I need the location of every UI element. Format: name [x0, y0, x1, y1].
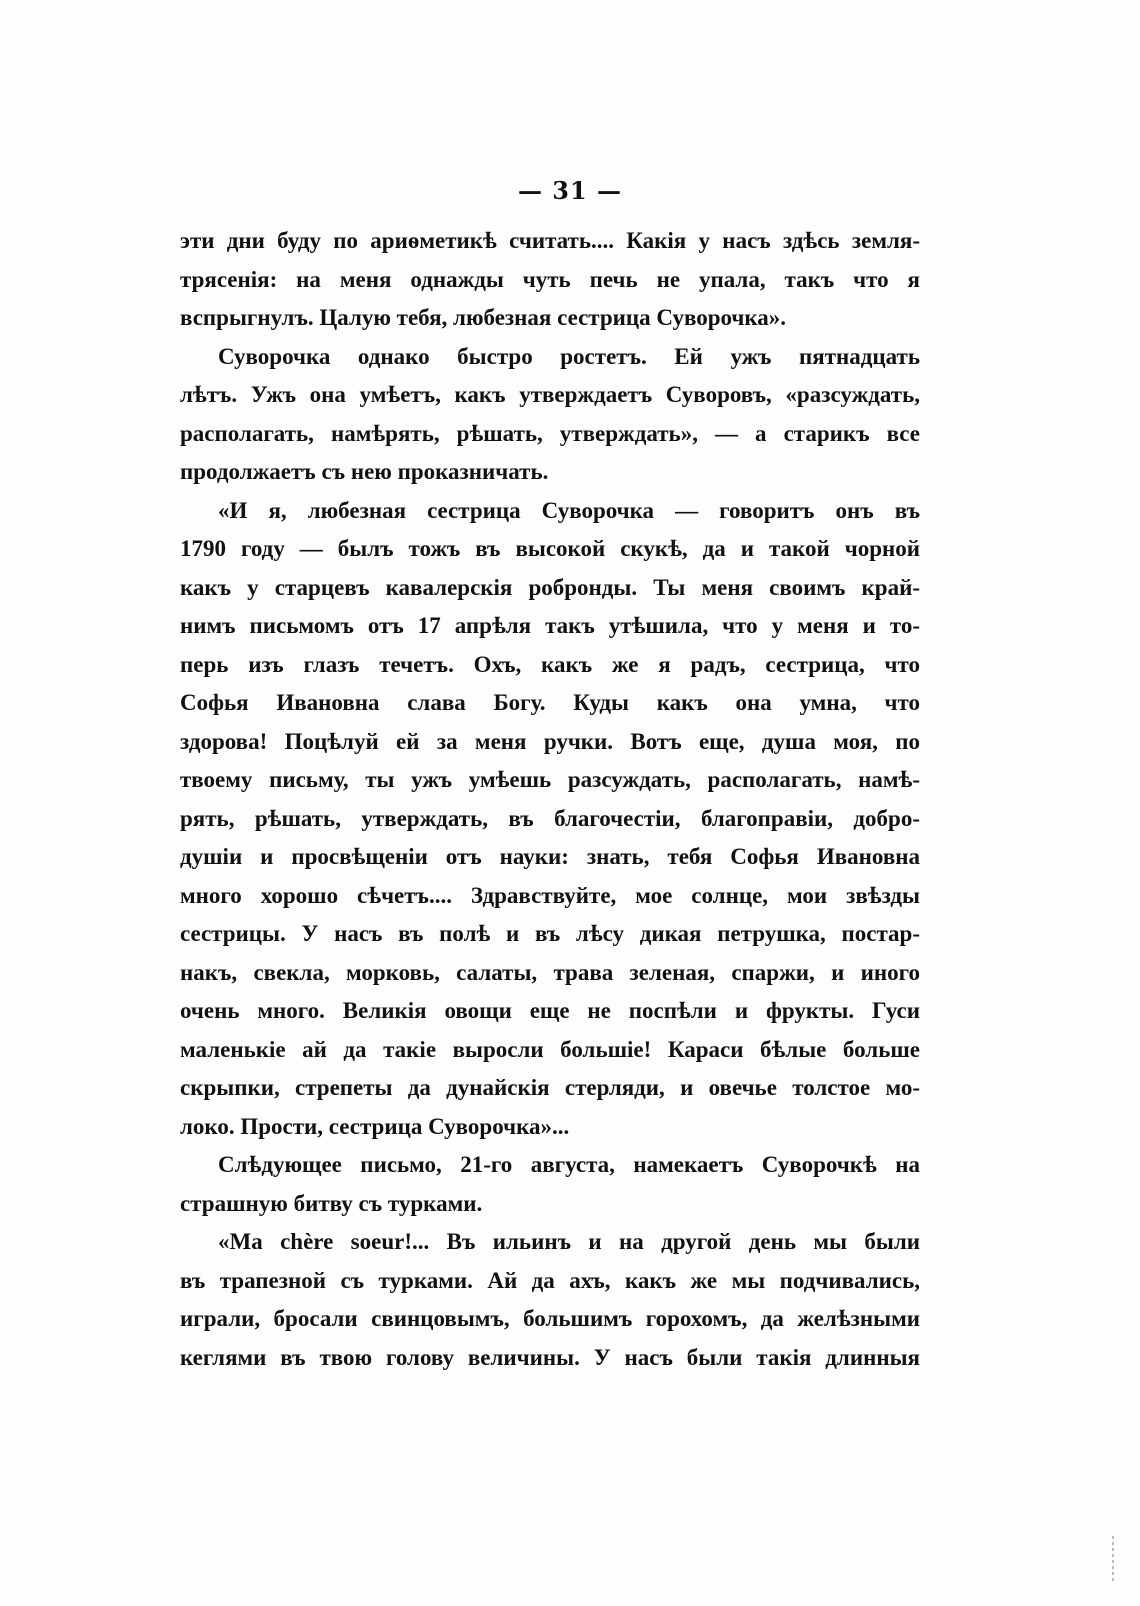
text-line: 1790 году — былъ тожъ въ высокой скукѣ, да и такой чорной [180, 536, 920, 561]
text-line: «И я, любезная сестрица Суворочка — говоритъ онъ въ [218, 497, 920, 523]
text-line: эти дни буду по ариѳметикѣ считать.... Какія у насъ здѣсь земля- [180, 228, 920, 253]
text-line: кеглями въ твою голову величины. У насъ были такія длинныя [180, 1344, 920, 1370]
text-line: накъ, свекла, морковь, салаты, трава зеленая, спаржи, и иного [180, 959, 920, 985]
text-line: локо. Прости, сестрица Суворочка»... [180, 1113, 570, 1139]
text-line: какъ у старцевъ кавалерскія робронды. Ты меня своимъ край- [180, 574, 920, 600]
body-text [180, 222, 920, 1377]
text-line: Суворочка однако быстро ростетъ. Ей ужъ пятнадцать [218, 343, 920, 369]
page-number: — 31 — [517, 176, 623, 205]
text-line: скрыпки, стрепеты да дунайскія стерляди, и овечье толстое мо- [180, 1075, 920, 1100]
text-line: вспрыгнулъ. Цалую тебя, любезная сестрица Суворочка». [180, 305, 787, 330]
text-line: «Ma chère soeur!... Въ ильинъ и на другой день мы были [218, 1229, 920, 1254]
text-line: перь изъ глазъ течетъ. Охъ, какъ же я радъ, сестрица, что [180, 651, 920, 677]
text-line: играли, бросали свинцовымъ, большимъ горохомъ, да желѣзными [180, 1306, 920, 1331]
text-line: Софья Ивановна слава Богу. Куды какъ она умна, что [180, 690, 920, 715]
text-line: Слѣдующее письмо, 21-го августа, намекаетъ Суворочкѣ на [218, 1152, 920, 1177]
text-line: нимъ письмомъ отъ 17 апрѣля такъ утѣшила, что у меня и то- [180, 613, 920, 638]
text-line: страшную битву съ турками. [180, 1190, 483, 1216]
text-line: рять, рѣшать, утверждать, въ благочестіи, благоправіи, добро- [180, 805, 920, 831]
text-line: душіи и просвѣщеніи отъ науки: знать, тебя Софья Ивановна [180, 844, 920, 869]
text-line: продолжаетъ съ нею проказничать. [180, 459, 549, 484]
text-line: маленькіе ай да такіе выросли большіе! Караси бѣлые больше [180, 1036, 920, 1062]
text-line: располагать, намѣрять, рѣшать, утверждать», — а старикъ все [180, 420, 920, 446]
text-line: трясенія: на меня однажды чуть печь не упала, такъ что я [180, 266, 920, 292]
text-line: сестрицы. У насъ въ полѣ и въ лѣсу дикая петрушка, постар- [180, 921, 920, 946]
text-line: твоему письму, ты ужъ умѣешь разсуждать, располагать, намѣ- [180, 767, 920, 792]
text-line: лѣтъ. Ужъ она умѣетъ, какъ утверждаетъ Суворовъ, «разсуждать, [180, 382, 920, 407]
text-line: много хорошо сѣчетъ.... Здравствуйте, мое солнце, мои звѣзды [180, 882, 920, 908]
text-line: въ трапезной съ турками. Ай да ахъ, какъ же мы подчивались, [180, 1267, 920, 1293]
scan-margin-mark [1112, 1536, 1114, 1582]
text-line: очень много. Великія овощи еще не поспѣли и фрукты. Гуси [180, 998, 920, 1023]
text-line: здорова! Поцѣлуй ей за меня ручки. Вотъ еще, душа моя, по [180, 728, 920, 754]
